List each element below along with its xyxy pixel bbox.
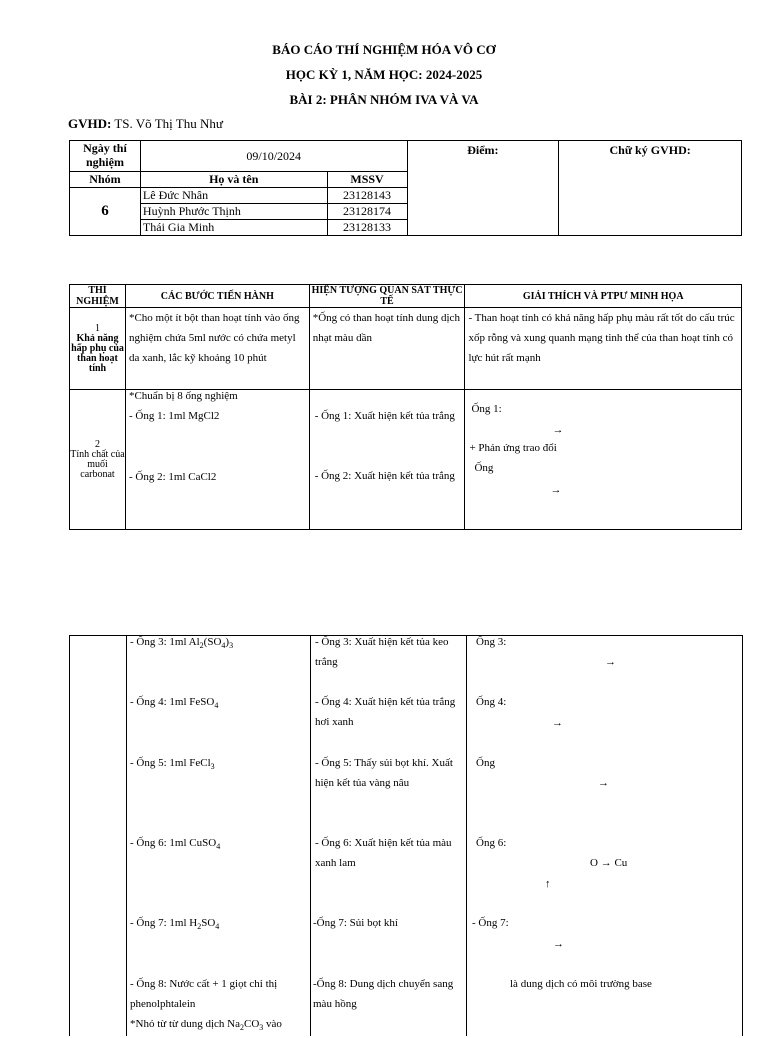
- tube3-observation: - Ống 3: Xuất hiện kết tủa keo trắng: [315, 636, 449, 668]
- exp2-number: 2: [94, 438, 100, 450]
- name-header: Họ và tên: [140, 172, 327, 188]
- tube4-observation: - Ống 4: Xuất hiện kết tủa trắng hơi xanh: [315, 696, 456, 728]
- tube6-extra: O → Cu: [590, 857, 628, 869]
- arrow-icon: →: [552, 717, 563, 729]
- exp1-label: [70, 308, 126, 390]
- tube7-observation: -Ống 7: Sủi bọt khí: [313, 917, 398, 929]
- tube4-step: - Ống 4: 1ml FeSO$_4$: [130, 696, 219, 711]
- group-number: 6: [70, 188, 141, 236]
- tube6-observation: - Ống 6: Xuất hiện kết tủa màu xanh lam: [315, 837, 452, 869]
- member-id: 23128133: [327, 220, 407, 236]
- tube3-step: - Ống 3: 1ml $Al_2(SO_4)_3$: [130, 636, 234, 651]
- tube3-explanation: Ống 3:: [476, 636, 507, 648]
- info-table: [69, 140, 742, 236]
- exp2-exp2a: Ống: [474, 462, 494, 474]
- exp2-explanations: [465, 390, 742, 530]
- instructor-name: TS. Võ Thị Thu Như: [114, 116, 223, 131]
- column-divider: [126, 636, 127, 1036]
- lesson-title: BÀI 2: PHÂN NHÓM IVA VÀ VA: [289, 92, 479, 107]
- arrow-icon: →: [598, 777, 609, 789]
- header-explanation: GIẢI THÍCH VÀ PTPƯ MINH HỌA: [465, 285, 742, 308]
- tube7-step: - Ống 7: 1ml $H_2SO_4$: [130, 917, 220, 932]
- semester-title: HỌC KỲ 1, NĂM HỌC: 2024-2025: [285, 67, 483, 82]
- date-label: Ngày thí nghiệm: [70, 141, 141, 172]
- exp2-observations: [309, 390, 465, 530]
- exp1-observation: *Ống có than hoạt tính dung dịch nhạt màu dần: [309, 308, 465, 390]
- arrow-icon: →: [550, 484, 562, 496]
- tube7-explanation: - Ống 7:: [472, 917, 509, 929]
- header-steps: CÁC BƯỚC TIẾN HÀNH: [125, 285, 309, 308]
- member-id: 23128143: [327, 188, 407, 204]
- tube8-observation: -Ống 8: Dung dịch chuyển sang màu hồng: [313, 978, 454, 1010]
- member-id: 23128174: [327, 204, 407, 220]
- tube5-step: - Ống 5: 1ml FeCl$_3$: [130, 757, 215, 772]
- exp2-title: Tính chất của muối carbonat: [70, 448, 125, 480]
- column-divider: [466, 636, 467, 1036]
- exp2-obs1: - Ống 1: Xuất hiện kết tủa trắng: [314, 410, 455, 422]
- member-name: Lê Đức Nhân: [140, 188, 327, 204]
- exp1-explanation: - Than hoạt tính có khả năng hấp phụ màu rất tốt do cấu trúc xốp rỗng và xung quanh mạng tinh thể của than hoạt tính có lực hút rất mạnh: [465, 308, 742, 390]
- experiment-table: [69, 284, 742, 530]
- experiment-date: 09/10/2024: [140, 141, 407, 172]
- continuation-table: [69, 635, 743, 1036]
- exp2-exp1a: Ống 1:: [471, 403, 502, 415]
- score-label: Điểm:: [407, 141, 559, 236]
- group-header: Nhóm: [70, 172, 141, 188]
- instructor-line: [68, 116, 223, 132]
- tube5-explanation: Ống: [476, 757, 495, 769]
- instructor-label: GVHD:: [68, 116, 112, 131]
- member-name: Thái Gia Minh: [140, 220, 327, 236]
- header-experiment: THÍ NGHIỆM: [70, 285, 126, 308]
- report-title: BÁO CÁO THÍ NGHIỆM HÓA VÔ CƠ: [272, 42, 496, 57]
- arrow-icon: →: [552, 424, 564, 436]
- tube6-step: - Ống 6: 1ml CuSO$_4$: [130, 837, 221, 852]
- exp2-step2: - Ống 2: 1ml CaCl2: [128, 471, 217, 483]
- signature-label: Chữ ký GVHD:: [559, 141, 742, 236]
- exp1-number: 1: [94, 322, 100, 334]
- member-name: Huỳnh Phước Thịnh: [140, 204, 327, 220]
- tube6-explanation: Ống 6:: [476, 837, 507, 849]
- exp2-prep: *Chuẩn bị 8 ống nghiệm: [128, 390, 238, 402]
- tube5-observation: - Ống 5: Thấy sủi bọt khí. Xuất hiện kết tủa vàng nâu: [315, 757, 453, 789]
- exp2-obs2: - Ống 2: Xuất hiện kết tủa trắng: [314, 470, 455, 482]
- exp2-exp1b: + Phản ứng trao đổi: [469, 442, 557, 454]
- header-observation: HIỆN TƯỢNG QUAN SÁT THỰC TẾ: [309, 285, 465, 308]
- arrow-icon: →: [553, 938, 564, 950]
- id-header: MSSV: [327, 172, 407, 188]
- up-arrow-icon: ↑: [545, 878, 551, 890]
- last-note: *Nhỏ từ từ dung dịch $Na_2CO_3$ vào: [130, 1018, 282, 1033]
- exp2-label: [70, 390, 126, 530]
- column-divider: [310, 636, 311, 1036]
- exp1-title: Khả năng hấp phụ của than hoạt tính: [71, 332, 124, 374]
- tube8-step: - Ống 8: Nước cất + 1 giọt chỉ thị phenolphtalein: [130, 978, 278, 1010]
- tube8-explanation: là dung dịch có môi trường base: [510, 978, 652, 990]
- exp2-step1: - Ống 1: 1ml MgCl2: [128, 410, 220, 422]
- exp1-steps: *Cho một ít bột than hoạt tính vào ống nghiệm chứa 5ml nước có chứa metyl da xanh, lắc kỹ khoảng 10 phút: [125, 308, 309, 390]
- tube4-explanation: Ống 4:: [476, 696, 507, 708]
- exp2-steps: [125, 390, 309, 530]
- arrow-icon: →: [605, 656, 616, 668]
